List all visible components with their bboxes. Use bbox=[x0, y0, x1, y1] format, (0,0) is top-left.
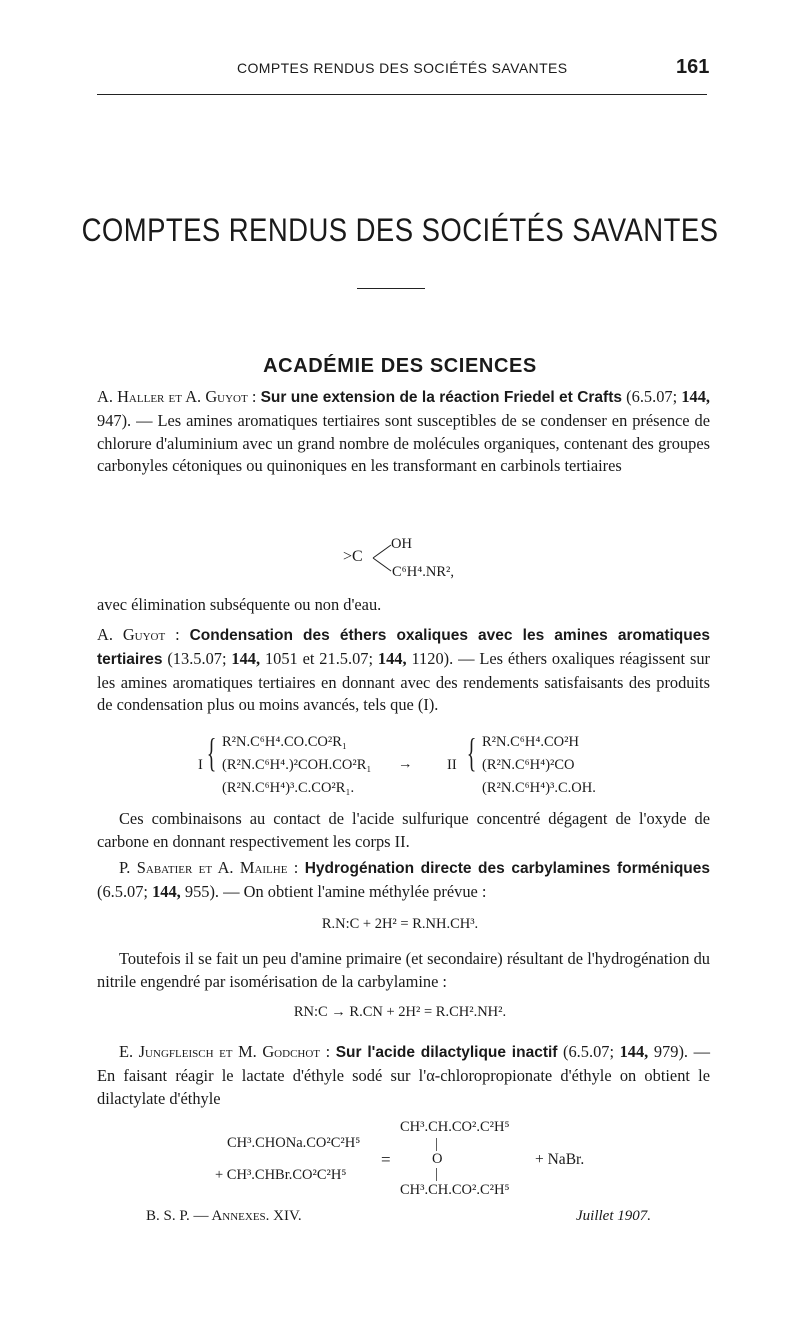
equation: RN:C → R.CN + 2H² = R.CH².NH². bbox=[293, 1004, 507, 1020]
formula-line: (R²N.C⁶H⁴)³.C.CO²R₁. bbox=[222, 780, 355, 796]
entry-ref-volume: 144, bbox=[681, 387, 711, 406]
formula-line: R²N.C⁶H⁴.CO²H bbox=[482, 734, 579, 750]
entry-authors: A. Guyot : bbox=[97, 625, 180, 644]
entry-middle-text: Toutefois il se fait un peu d'amine primaire (et secondaire) résultant de l'hydrogénation du nitrile engendré par isomérisation de la carbylamine : bbox=[97, 949, 710, 991]
equals-sign: = bbox=[381, 1150, 391, 1169]
formula-carbinol-center: >C bbox=[343, 548, 363, 565]
entry-jungfleisch-godchot bbox=[97, 1041, 710, 1110]
entry-ref-middle: 1051 et 21.5.07; bbox=[260, 648, 378, 668]
scheme-label-ii: II bbox=[447, 757, 457, 773]
scheme-brace-i: { bbox=[206, 730, 217, 775]
entry-ref-open: (13.5.07; bbox=[162, 648, 232, 668]
entry-ref-volume: 144, bbox=[377, 648, 407, 668]
formula-line: (R²N.C⁶H⁴)³.C.OH. bbox=[482, 780, 596, 796]
entry-title: Condensation des éthers oxaliques avec les amines aromatiques tertiaires bbox=[97, 627, 710, 668]
formula-hydroxyl: OH bbox=[391, 536, 412, 552]
reaction-arrow: → bbox=[398, 756, 413, 772]
product-oxygen: O bbox=[432, 1151, 443, 1167]
formula-line: R²N.C⁶H⁴.CO.CO²R₁ bbox=[222, 734, 347, 750]
entry-title: Sur une extension de la réaction Friedel et Crafts bbox=[260, 389, 622, 406]
section-heading: ACADÉMIE DES SCIENCES bbox=[263, 355, 537, 377]
entry-after-text: avec élimination subséquente ou non d'eau. bbox=[97, 595, 382, 614]
title-divider bbox=[357, 288, 425, 289]
formula-line: (R²N.C⁶H⁴.)²COH.CO²R₁ bbox=[222, 757, 372, 773]
page-title: COMPTES RENDUS DES SOCIÉTÉS SAVANTES bbox=[81, 212, 719, 248]
entry-text: — On obtient l'amine méthylée prévue : bbox=[219, 881, 487, 901]
entry-ref-close: 979). bbox=[648, 1042, 688, 1061]
entry-text: — Les éthers oxaliques réagissent sur les amines aromatiques tertiaires en donnant avec des rendements satisfaisants des produits de condensation plus ou moins avancés, tels que (I). bbox=[97, 648, 710, 715]
entry-authors: A. Haller et A. Guyot : bbox=[97, 387, 257, 406]
formula-bond-lines bbox=[371, 541, 393, 577]
entry-ref-close: 955). bbox=[180, 881, 220, 901]
reactant-formula: CH³.CHONa.CO²C²H⁵ bbox=[227, 1135, 361, 1151]
entry-ref-close: 947). bbox=[97, 410, 132, 430]
reactant-formula: + CH³.CHBr.CO²C²H⁵ bbox=[215, 1167, 347, 1183]
scheme-brace-ii: { bbox=[466, 730, 477, 775]
entry-ref-close: 1120). bbox=[406, 648, 454, 668]
running-header: COMPTES RENDUS DES SOCIÉTÉS SAVANTES bbox=[237, 60, 568, 76]
entry-authors: P. Sabatier et A. Mailhe : bbox=[119, 858, 299, 877]
entry-ref-volume: 144, bbox=[152, 881, 181, 901]
formula-line: (R²N.C⁶H⁴)²CO bbox=[482, 757, 575, 773]
entry-ref-open: (6.5.07; bbox=[626, 387, 682, 406]
entry-ref-open: (6.5.07; bbox=[557, 1042, 620, 1061]
product-bond: | bbox=[435, 1136, 438, 1152]
entry-haller-guyot bbox=[97, 386, 710, 478]
product-bond: | bbox=[435, 1166, 438, 1182]
entry-ref-open: (6.5.07; bbox=[97, 881, 153, 901]
page-number: 161 bbox=[676, 56, 710, 78]
scheme-label-i: I bbox=[198, 757, 203, 773]
entry-authors: E. Jungfleisch et M. Godchot : bbox=[119, 1042, 331, 1061]
equation: R.N:C + 2H² = R.NH.CH³. bbox=[321, 916, 479, 932]
entry-guyot bbox=[97, 624, 710, 717]
entry-text: — Les amines aromatiques tertiaires sont susceptibles de se condenser en présence de chlorure d'aluminium avec un grand nombre de molécules organiques, contenant des groupes carbonyles cétoniques ou quinoniques en les transformant en carbinols tertiaires bbox=[97, 410, 710, 476]
entry-ref-volume: 144, bbox=[619, 1042, 649, 1061]
product-formula: CH³.CH.CO².C²H⁵ bbox=[400, 1119, 510, 1135]
entry-after-text: Ces combinaisons au contact de l'acide sulfurique concentré dégagent de l'oxyde de carbone en donnant respectivement les corps II. bbox=[97, 809, 710, 851]
header-rule bbox=[97, 94, 707, 95]
entry-text: — En faisant réagir le lactate d'éthyle sodé sur l'α-chloropropionate d'éthyle on obtient le dilactylate d'éthyle bbox=[97, 1042, 710, 1108]
byproduct: + NaBr. bbox=[535, 1151, 585, 1168]
entry-ref-volume: 144, bbox=[231, 648, 261, 668]
entry-sabatier-mailhe bbox=[97, 857, 710, 904]
entry-title: Sur l'acide dilactylique inactif bbox=[335, 1044, 558, 1061]
product-formula: CH³.CH.CO².C²H⁵ bbox=[400, 1182, 510, 1198]
footer-left: B. S. P. — Annexes. XIV. bbox=[146, 1208, 302, 1224]
footer-right: Juillet 1907. bbox=[576, 1208, 651, 1224]
entry-title: Hydrogénation directe des carbylamines forméniques bbox=[304, 860, 710, 877]
formula-aryl-group: C⁶H⁴.NR², bbox=[392, 564, 454, 580]
